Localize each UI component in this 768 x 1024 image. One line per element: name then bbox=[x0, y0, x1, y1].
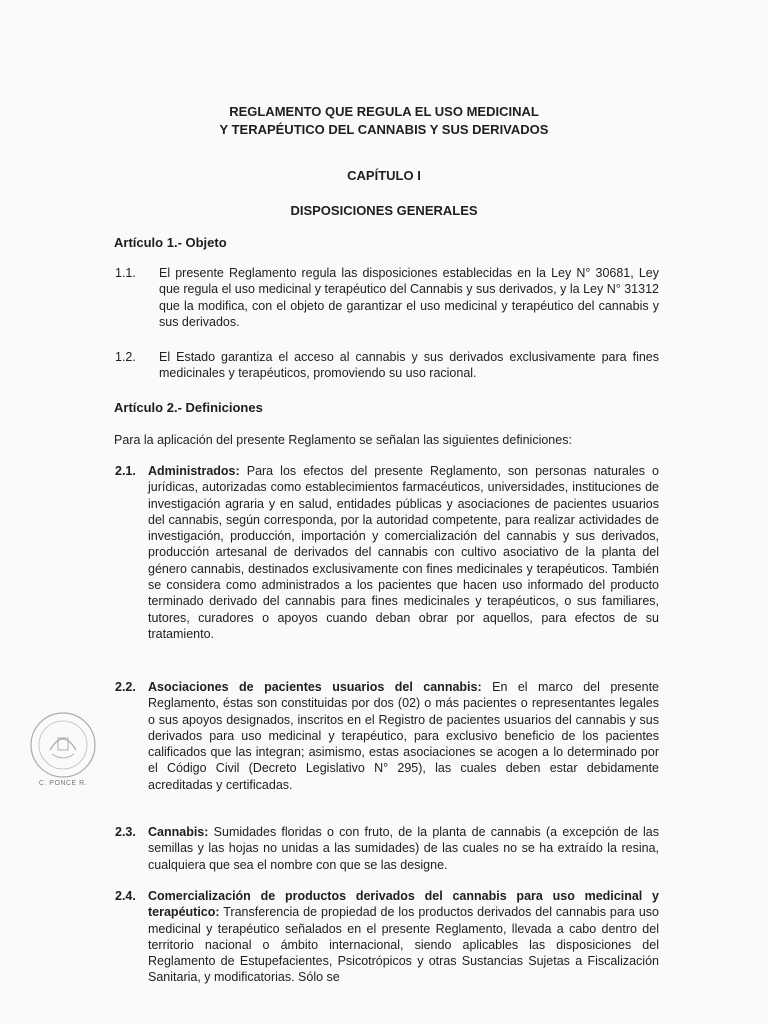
definition-text bbox=[148, 463, 659, 642]
item-text: El Estado garantiza el acceso al cannabis y sus derivados exclusivamente para fines medicinales y terapéuticos, promoviendo su uso racional. bbox=[159, 350, 659, 381]
article-1-heading: Artículo 1.- Objeto bbox=[114, 235, 227, 250]
item-number: 2.1. bbox=[115, 464, 136, 478]
definition-body: Transferencia de propiedad de los productos derivados del cannabis para uso medicinal y terapéutico señalados en el presente Reglamento, llevada a cabo dentro del territorio nacional o ámbito internacional, siendo aplicables las disposiciones del Reglamento de Estupefacientes, Psicotrópicos y otras Sustancias Sujetas a Fiscalización Sanitaria, y modificatorias. Sólo se bbox=[148, 905, 659, 985]
item-number: 1.2. bbox=[115, 350, 136, 364]
definition-text bbox=[148, 679, 659, 793]
definition-item bbox=[115, 679, 659, 793]
definition-item bbox=[115, 888, 659, 986]
definition-item bbox=[115, 824, 659, 873]
item-number: 1.1. bbox=[115, 266, 136, 280]
item-text: El presente Reglamento regula las disposiciones establecidas en la Ley N° 30681, Ley que regula el uso medicinal y terapéutico del Cannabis y sus derivados, y la Ley N° 31312 que la modifica, con el objeto de garantizar el uso medicinal y terapéutico del cannabis y sus derivados. bbox=[159, 266, 659, 329]
item-number: 2.2. bbox=[115, 680, 136, 694]
seal-label: C. PONCE R. bbox=[38, 780, 88, 787]
definition-term: Asociaciones de pacientes usuarios del cannabis: bbox=[148, 680, 482, 694]
official-seal-icon bbox=[28, 710, 98, 780]
definition-body: Para los efectos del presente Reglamento, son personas naturales o jurídicas, autorizadas como establecimientos farmacéuticos, universidades, instituciones de investigación agraria y en salud, entidades públicas y asociaciones de pacientes usuarios del cannabis, según corresponda, por la autoridad competente, para realizar actividades de investigación, producción, importación y comercialización del cannabis y sus derivados, producción artesanal de derivados del cannabis con cultivo asociativo de la planta del género cannabis, destinados exclusivamente con fines medicinales y terapéuticos. También se considera como administrados a los pacientes que hacen uso informado del producto terminado derivado del cannabis para fines medicinales y terapéuticos, o sus familiares, tutores, curadores o apoyos cuando deban obrar por aquellos, para efectos de su tratamiento. bbox=[148, 464, 659, 641]
definition-body: Sumidades floridas o con fruto, de la planta de cannabis (a excepción de las semillas y las hojas no unidas a las sumidades) de las cuales no se ha extraído la resina, cualquiera que sea el nombre con que se las designe. bbox=[148, 825, 659, 872]
item-number: 2.4. bbox=[115, 889, 136, 903]
chapter-heading: CAPÍTULO I bbox=[347, 168, 421, 183]
item-number: 2.3. bbox=[115, 825, 136, 839]
definition-term: Cannabis: bbox=[148, 825, 209, 839]
article-1-item-2 bbox=[115, 349, 659, 382]
document-title-line-2: Y TERAPÉUTICO DEL CANNABIS Y SUS DERIVADOS bbox=[219, 122, 549, 137]
definition-text bbox=[148, 888, 659, 986]
article-2-intro: Para la aplicación del presente Reglamento se señalan las siguientes definiciones: bbox=[114, 433, 572, 447]
section-heading: DISPOSICIONES GENERALES bbox=[290, 203, 478, 218]
article-2-heading: Artículo 2.- Definiciones bbox=[114, 400, 263, 415]
document-title-line-1: REGLAMENTO QUE REGULA EL USO MEDICINAL bbox=[229, 104, 539, 119]
definition-term: Comercialización de productos derivados del cannabis para uso medicinal y terapéutico: bbox=[148, 889, 659, 920]
definition-item bbox=[115, 463, 659, 642]
definition-body: En el marco del presente Reglamento, éstas son constituidas por dos (02) o más pacientes o representantes legales o sus apoyos designados, inscritos en el Registro de pacientes usuarios del cannabis y sus derivados para uso medicinal y terapéutico, para exclusivo beneficio de los pacientes calificados que las integran; asimismo, estas asociaciones se acogen a lo determinado por el Código Civil (Decreto Legislativo N° 295), las cuales deben estar debidamente acreditadas y certificadas. bbox=[148, 680, 660, 792]
article-1-item-1 bbox=[115, 265, 659, 330]
definition-text bbox=[148, 824, 659, 873]
definition-term: Administrados: bbox=[148, 464, 240, 478]
